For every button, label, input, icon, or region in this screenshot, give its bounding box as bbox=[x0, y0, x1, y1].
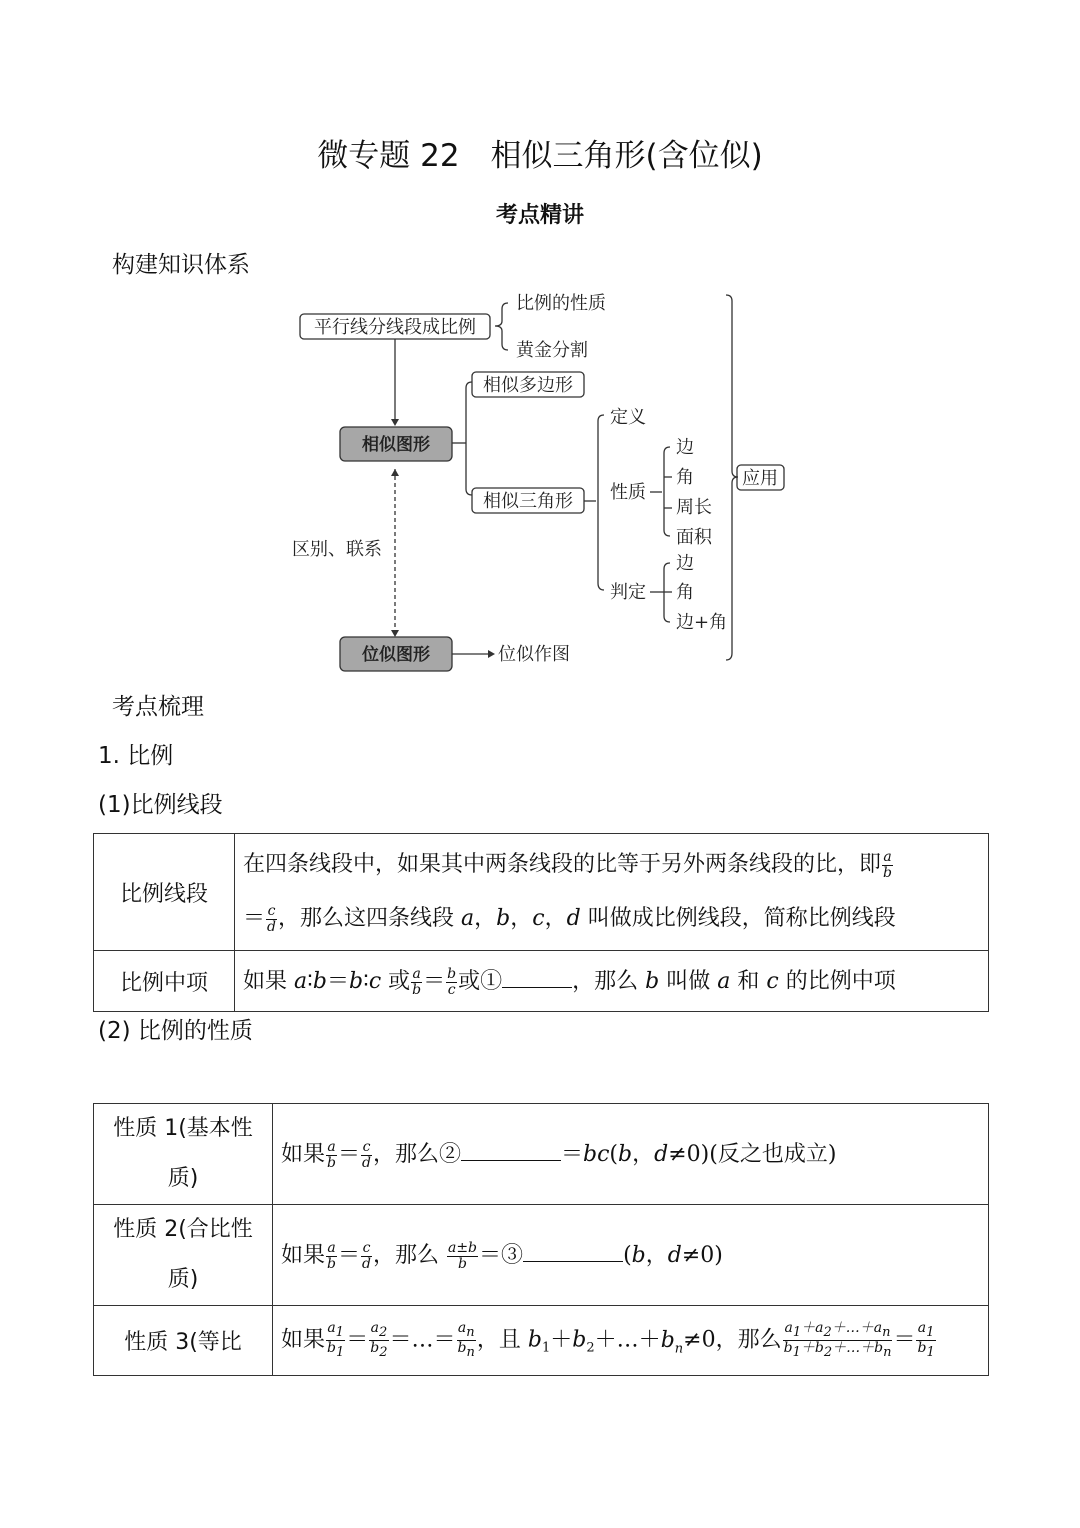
box-similar-figure: 相似图形 bbox=[362, 435, 430, 455]
property-angle: 角 bbox=[676, 467, 694, 488]
table-key: 比例线段 bbox=[94, 834, 235, 951]
page-title: 微专题 22 相似三角形(含位似) bbox=[317, 138, 763, 174]
judge-side-angle: 边+角 bbox=[676, 612, 728, 633]
table-key: 比例中项 bbox=[94, 951, 235, 1012]
table-key: 性质 1(基本性质) bbox=[94, 1104, 273, 1205]
node-golden-section: 黄金分割 bbox=[516, 340, 588, 361]
node-ratio-properties: 比例的性质 bbox=[516, 293, 606, 314]
box-parallel-lines: 平行线分线段成比例 bbox=[314, 317, 476, 338]
judge-angle: 角 bbox=[676, 582, 694, 603]
section-build-knowledge: 构建知识体系 bbox=[112, 252, 250, 278]
table-value: 如果 $\frac{a_1}{b_1}$ ＝ $\frac{a_2}{b_2}$ ＝…＝ $\frac{a_n}{b_n}$ ，且 $b_1+b_2+\dots+b_n\ne 0$，那么 $\frac{a_1+a_2+\dots+a_n}{b_1+b_2+\dots+b_n}$ ＝ $\frac{a_1}{b_1}$ bbox=[273, 1306, 989, 1376]
property-perimeter: 周长 bbox=[676, 497, 712, 518]
page-subtitle: 考点精讲 bbox=[495, 203, 584, 228]
node-judge: 判定 bbox=[610, 582, 646, 603]
table-value: 如果 $\frac{a}{b}$ ＝ $\frac{c}{d}$ ，那么② ＝bc(b，d≠0)(反之也成立) bbox=[273, 1104, 989, 1205]
property-side: 边 bbox=[676, 437, 694, 458]
table-value: 如果 a∶b＝b∶c 或 $\frac{a}{b}$ ＝ $\frac{b}{c}$ 或① ，那么 b 叫做 a 和 c 的比例中项 bbox=[235, 951, 989, 1012]
property-area: 面积 bbox=[676, 527, 712, 548]
judge-side: 边 bbox=[676, 553, 694, 574]
subsection-proportional-segments: (1)比例线段 bbox=[98, 792, 223, 818]
knowledge-mindmap bbox=[280, 285, 800, 685]
section-points-sort: 考点梳理 bbox=[112, 694, 204, 720]
section-1-ratio: 1. 比例 bbox=[98, 743, 174, 769]
node-definition: 定义 bbox=[610, 407, 646, 428]
blank-1: ① bbox=[480, 969, 503, 995]
table-value: 在四条线段中，如果其中两条线段的比等于另外两条线段的比，即 $\frac{a}{b}$ ＝ $\frac{c}{d}$ ，那么这四条线段 a，b，c，d 叫做成比例线段，简称比例线段 bbox=[235, 834, 989, 951]
table-value: 如果 $\frac{a}{b}$ ＝ $\frac{c}{d}$ ，那么 $\frac{a\pm b}{b}$ ＝③ (b，d≠0) bbox=[273, 1205, 989, 1306]
table-row bbox=[94, 1205, 989, 1306]
box-similar-polygon: 相似多边形 bbox=[483, 375, 573, 396]
table-row bbox=[94, 834, 989, 951]
ratio-properties-table bbox=[93, 1103, 989, 1376]
proportional-segments-table bbox=[93, 833, 989, 1012]
label-difference-link: 区别、联系 bbox=[292, 539, 382, 560]
table-key: 性质 3(等比 bbox=[94, 1306, 273, 1376]
node-property: 性质 bbox=[610, 482, 646, 503]
blank-2: ② bbox=[438, 1142, 461, 1168]
subsection-ratio-properties: (2) 比例的性质 bbox=[98, 1018, 253, 1044]
box-similar-triangle: 相似三角形 bbox=[483, 491, 573, 512]
node-homothetic-drawing: 位似作图 bbox=[498, 644, 570, 665]
table-row bbox=[94, 1104, 989, 1205]
table-row bbox=[94, 1306, 989, 1376]
box-homothetic-figure: 位似图形 bbox=[362, 645, 430, 665]
blank-3: ③ bbox=[501, 1243, 524, 1269]
table-key: 性质 2(合比性质) bbox=[94, 1205, 273, 1306]
box-application: 应用 bbox=[742, 468, 778, 489]
table-row bbox=[94, 951, 989, 1012]
